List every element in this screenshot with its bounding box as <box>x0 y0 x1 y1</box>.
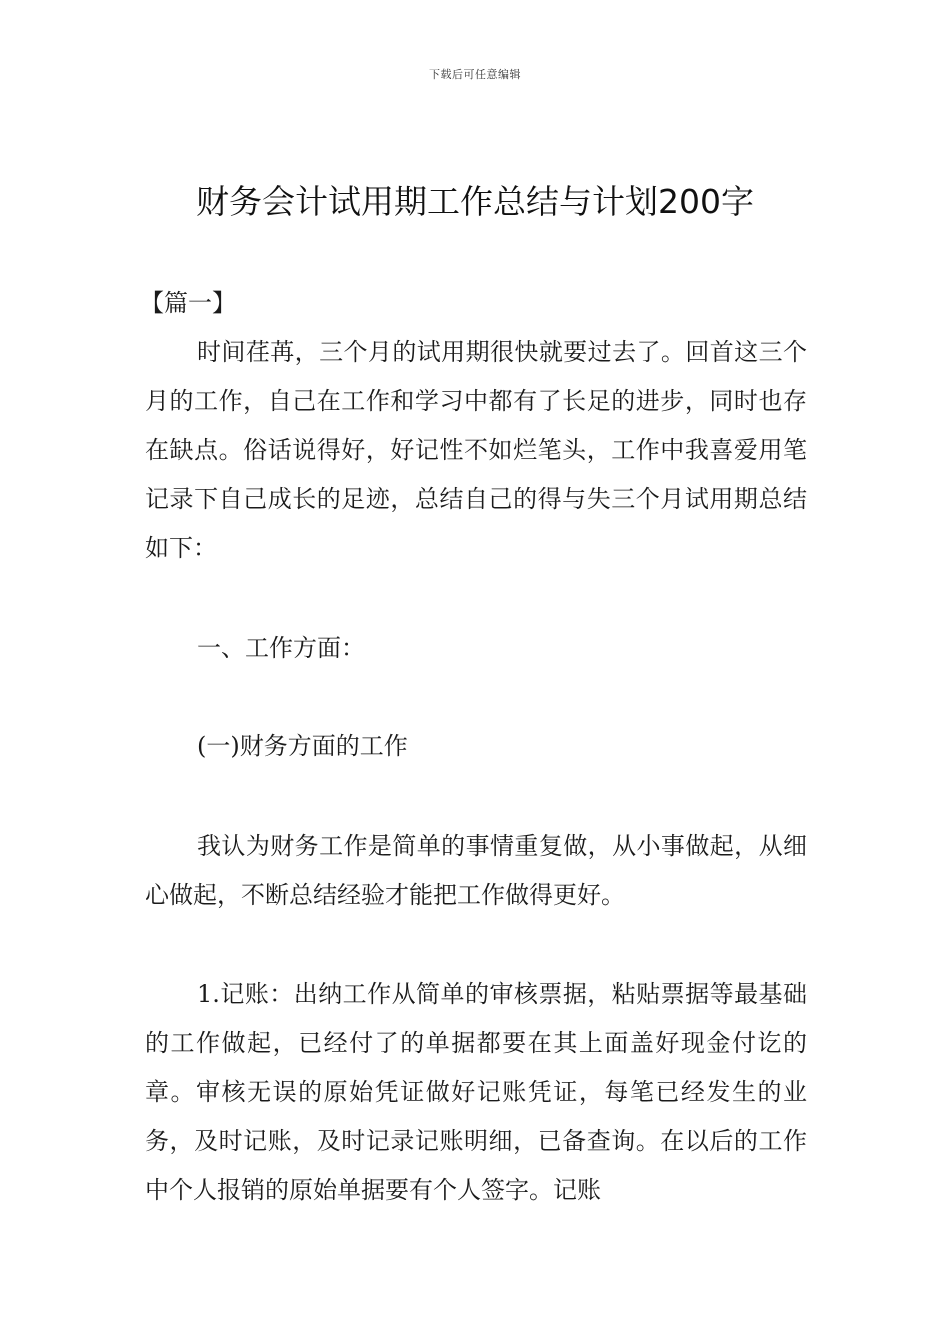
paragraph-bookkeeping: 1.记账：出纳工作从简单的审核票据，粘贴票据等最基础的工作做起，已经付了的单据都要在其上面盖好现金付讫的章。审核无误的原始凭证做好记账凭证，每笔已经发生的业务，及时记账，及时记录记账明细，已备查询。在以后的工作中个人报销的原始单据要有个人签字。记账 <box>145 980 807 1204</box>
header-note: 下载后可任意编辑 <box>429 68 521 81</box>
paragraph-finance-view: 我认为财务工作是简单的事情重复做，从小事做起，从细心做起，不断总结经验才能把工作做得更好。 <box>145 832 807 909</box>
paragraph-intro: 时间荏苒，三个月的试用期很快就要过去了。回首这三个月的工作，自己在工作和学习中都有了长足的进步，同时也存在缺点。俗话说得好，好记性不如烂笔头，工作中我喜爱用笔记录下自己成长的足迹，总结自己的得与失三个月试用期总结如下： <box>145 338 807 562</box>
heading-work-aspects: 一、工作方面： <box>197 634 365 662</box>
section-label: 【篇一】 <box>140 289 236 317</box>
document-title: 财务会计试用期工作总结与计划200字 <box>196 182 754 221</box>
heading-finance-work: (一)财务方面的工作 <box>197 732 408 760</box>
